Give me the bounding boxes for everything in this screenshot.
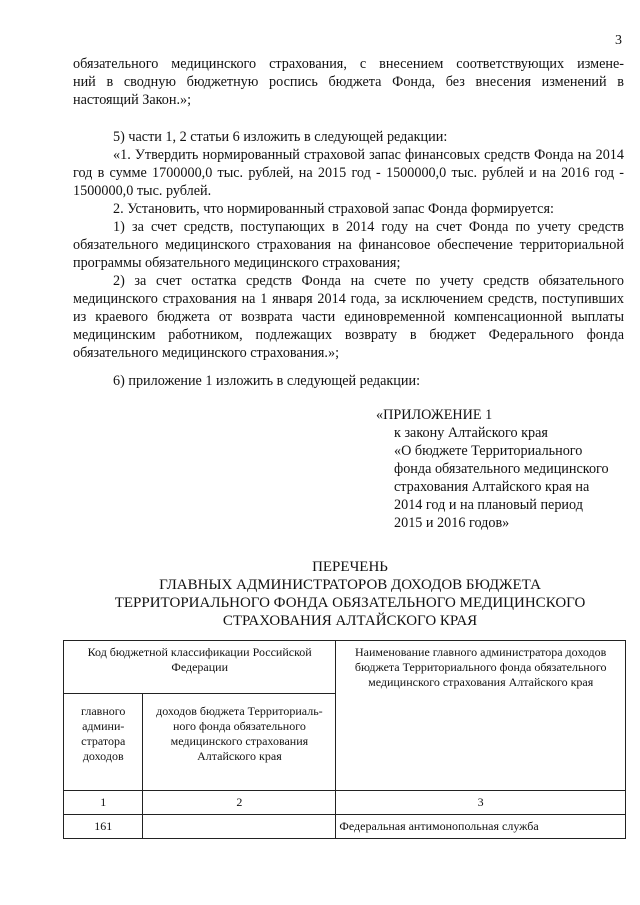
column-number: 2 — [143, 791, 336, 815]
column-number: 3 — [336, 791, 626, 815]
item-6-heading: 6) приложение 1 изложить в следующей редакции: — [113, 373, 421, 389]
appendix-line: страхования Алтайского края на — [394, 479, 590, 495]
list-title — [60, 558, 640, 630]
text-line: настоящий Закон.»; — [73, 92, 192, 108]
income-code — [143, 815, 336, 839]
table-header-row — [64, 641, 626, 694]
paragraph-4: 2) за счет остатка средств Фонда на счете по учету средств обязательного медицинского страхования на 1 января 2014 года, за исключением средств, поступивших из краевого бюджета от возврата части единовременной компенсационной выплаты медицинским работником, подлежащих возврату в бюджет Федерального фонда обязательного медицинского страхования.»; — [73, 273, 624, 361]
administrators-table — [63, 640, 626, 839]
paragraph-3: 1) за счет средств, поступающих в 2014 году на счет Фонда по учету средств обязательного медицинского страхования на финансовое обеспечение территориальной программы обязательного медицинского страхования; — [73, 219, 624, 271]
list-title-line: ГЛАВНЫХ АДМИНИСТРАТОРОВ ДОХОДОВ БЮДЖЕТА — [159, 577, 541, 593]
subheader-income: доходов бюджета Территориаль-ного фонда обязательного медицинского страхования Алтайского края — [143, 694, 336, 791]
list-title-line: ПЕРЕЧЕНЬ — [312, 559, 388, 575]
continuation-text — [73, 55, 624, 109]
list-title-line: СТРАХОВАНИЯ АЛТАЙСКОГО КРАЯ — [222, 613, 478, 629]
appendix-line: 2014 год и на плановый период — [394, 497, 583, 513]
item-5-heading: 5) части 1, 2 статьи 6 изложить в следующей редакции: — [113, 129, 448, 145]
table-number-row — [64, 791, 626, 815]
item-5-section — [73, 128, 624, 362]
appendix-header — [376, 406, 616, 532]
list-title-line: ТЕРРИТОРИАЛЬНОГО ФОНДА ОБЯЗАТЕЛЬНОГО МЕДИЦИНСКОГО — [114, 595, 586, 611]
appendix-line: «О бюджете Территориального — [394, 443, 583, 459]
admin-code: 161 — [64, 815, 143, 839]
subheader-admin: главного админи-стратора доходов — [64, 694, 143, 791]
paragraph-2: 2. Установить, что нормированный страховой запас Фонда формируется: — [113, 201, 554, 217]
column-number: 1 — [64, 791, 143, 815]
admin-name: Федеральная антимонопольная служба — [336, 815, 626, 839]
header-code: Код бюджетной классификации Российской Федерации — [64, 641, 336, 694]
appendix-line: к закону Алтайского края — [394, 425, 548, 441]
text-line: ний в сводную бюджетную роспись бюджета Фонда, без внесения изменений в — [73, 74, 624, 90]
appendix-line: 2015 и 2016 годов» — [394, 515, 510, 531]
text-line: обязательного медицинского страхования, с внесением соответствующих измене- — [73, 56, 624, 72]
appendix-line: фонда обязательного медицинского — [394, 461, 609, 477]
item-6-section — [73, 372, 624, 390]
table-row — [64, 815, 626, 839]
appendix-title: «ПРИЛОЖЕНИЕ 1 — [376, 407, 493, 423]
page-number: 3 — [615, 33, 622, 48]
header-name: Наименование главного администратора доходов бюджета Территориального фонда обязательного медицинского страхования Алтайского края — [336, 641, 626, 791]
paragraph-1: «1. Утвердить нормированный страховой запас финансовых средств Фонда на 2014 год в сумме 1700000,0 тыс. рублей, на 2015 год - 1500000,0 тыс. рублей и на 2016 год - 1500000,0 тыс. рублей. — [73, 147, 624, 199]
